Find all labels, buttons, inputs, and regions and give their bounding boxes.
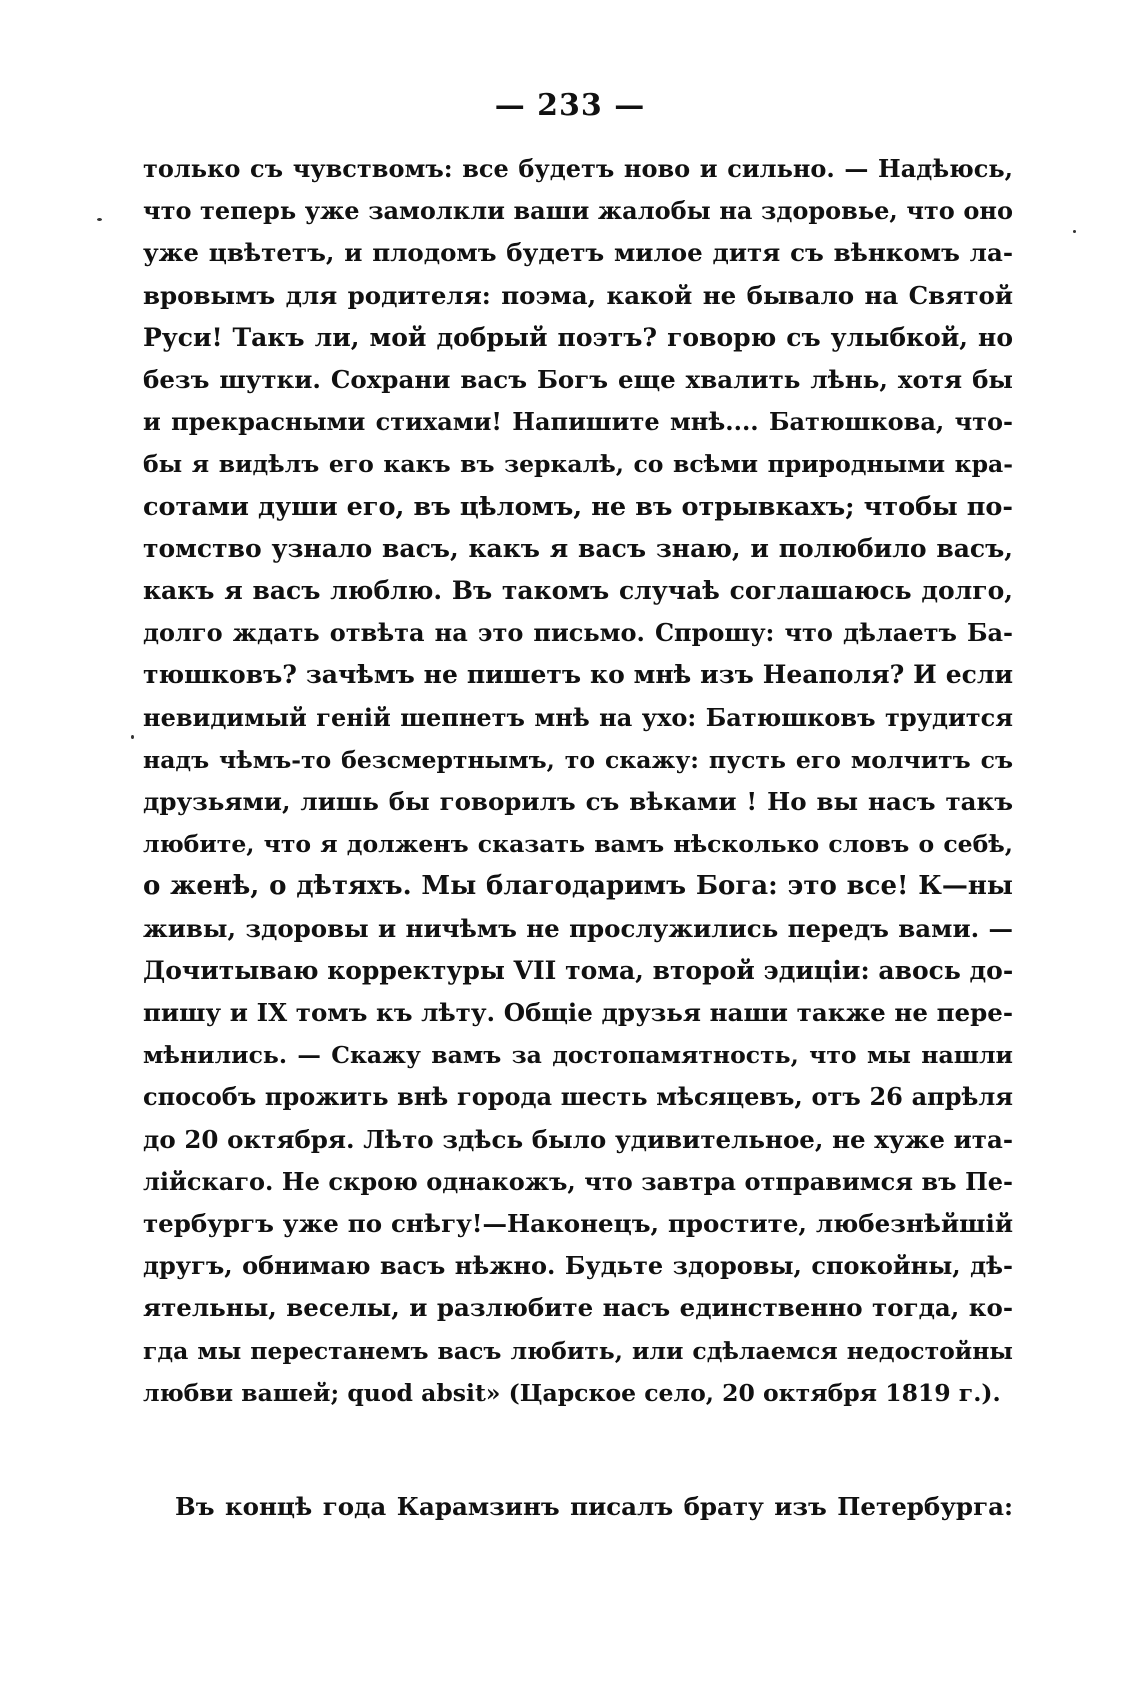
text-line-4: вровымъ для родителя: поэма, какой не бывало на Святой bbox=[143, 280, 1013, 310]
text-line-21: пишу и IX томъ къ лѣту. Общіе друзья наши также не пере- bbox=[143, 998, 1013, 1028]
text-line-12: долго ждать отвѣта на это письмо. Спрошу: что дѣлаетъ Ба- bbox=[143, 618, 1013, 648]
print-speck bbox=[131, 735, 134, 739]
text-line-28: ятельны, веселы, и разлюбите насъ единственно тогда, ко- bbox=[143, 1293, 1013, 1323]
text-line-25: лійскаго. Не скрою однакожъ, что завтра отправимся въ Пе- bbox=[143, 1166, 1013, 1196]
text-line-6: безъ шутки. Сохрани васъ Богъ еще хвалить лѣнь, хотя бы bbox=[143, 365, 1013, 395]
text-line-9: сотами души его, въ цѣломъ, не въ отрывкахъ; чтобы по- bbox=[143, 491, 1013, 522]
text-line-8: бы я видѣлъ его какъ въ зеркалѣ, со всѣми природными кра- bbox=[143, 450, 1013, 479]
text-line-3: уже цвѣтетъ, и плодомъ будетъ милое дитя съ вѣнкомъ ла- bbox=[143, 238, 1013, 268]
text-line-22: мѣнились. — Скажу вамъ за достопамятность, что мы нашли bbox=[143, 1041, 1013, 1070]
page-number: — 233 — bbox=[494, 88, 646, 123]
print-speck bbox=[97, 218, 102, 221]
text-line-24: до 20 октября. Лѣто здѣсь было удивительное, не хуже ита- bbox=[143, 1124, 1013, 1154]
text-line-5: Руси! Такъ ли, мой добрый поэтъ? говорю съ улыбкой, но bbox=[143, 322, 1013, 352]
text-line-18: о женѣ, о дѣтяхъ. Мы благодаримъ Бога: это все! К—ны bbox=[143, 871, 1013, 902]
print-speck bbox=[1073, 230, 1076, 233]
text-line-11: какъ я васъ люблю. Въ такомъ случаѣ соглашаюсь долго, bbox=[143, 576, 1013, 606]
closing-paragraph: Въ концѣ года Карамзинъ писалъ брату изъ Петербурга: bbox=[175, 1492, 1013, 1521]
text-line-2: что теперь уже замолкли ваши жалобы на здоровье, что оно bbox=[143, 196, 1013, 226]
text-line-14: невидимый геній шепнетъ мнѣ на ухо: Батюшковъ трудится bbox=[143, 702, 1013, 732]
text-line-20: Дочитываю корректуры VII тома, второй эдиціи: авось до- bbox=[143, 955, 1014, 985]
text-line-30: любви вашей; quod absit» (Царское село, 20 октября 1819 г.). bbox=[143, 1378, 1001, 1407]
text-line-10: томство узнало васъ, какъ я васъ знаю, и полюбило васъ, bbox=[143, 533, 1013, 563]
text-line-17: любите, что я долженъ сказать вамъ нѣсколько словъ о себѣ, bbox=[143, 830, 1013, 859]
letter-text bbox=[143, 148, 1013, 1414]
text-line-1: только съ чувствомъ: все будетъ ново и сильно. — Надѣюсь, bbox=[143, 154, 1013, 183]
text-line-29: гда мы перестанемъ васъ любить, или сдѣлаемся недостойны bbox=[143, 1336, 1013, 1365]
text-line-15: надъ чѣмъ-то безсмертнымъ, то скажу: пусть его молчитъ съ bbox=[143, 745, 1013, 774]
text-line-16: друзьями, лишь бы говорилъ съ вѣками ! Но вы насъ такъ bbox=[143, 787, 1013, 817]
text-line-23: способъ прожить внѣ города шесть мѣсяцевъ, отъ 26 апрѣля bbox=[143, 1082, 1013, 1112]
text-line-13: тюшковъ? зачѣмъ не пишетъ ко мнѣ изъ Неаполя? И если bbox=[143, 660, 1013, 690]
text-line-27: другъ, обнимаю васъ нѣжно. Будьте здоровы, спокойны, дѣ- bbox=[143, 1251, 1013, 1281]
text-line-19: живы, здоровы и ничѣмъ не прослужились передъ вами. — bbox=[143, 913, 1013, 943]
text-line-7: и прекрасными стихами! Напишите мнѣ.... Батюшкова, что- bbox=[143, 407, 1013, 437]
text-line-26: тербургъ уже по снѣгу!—Наконецъ, простите, любезнѣйшій bbox=[143, 1209, 1013, 1239]
